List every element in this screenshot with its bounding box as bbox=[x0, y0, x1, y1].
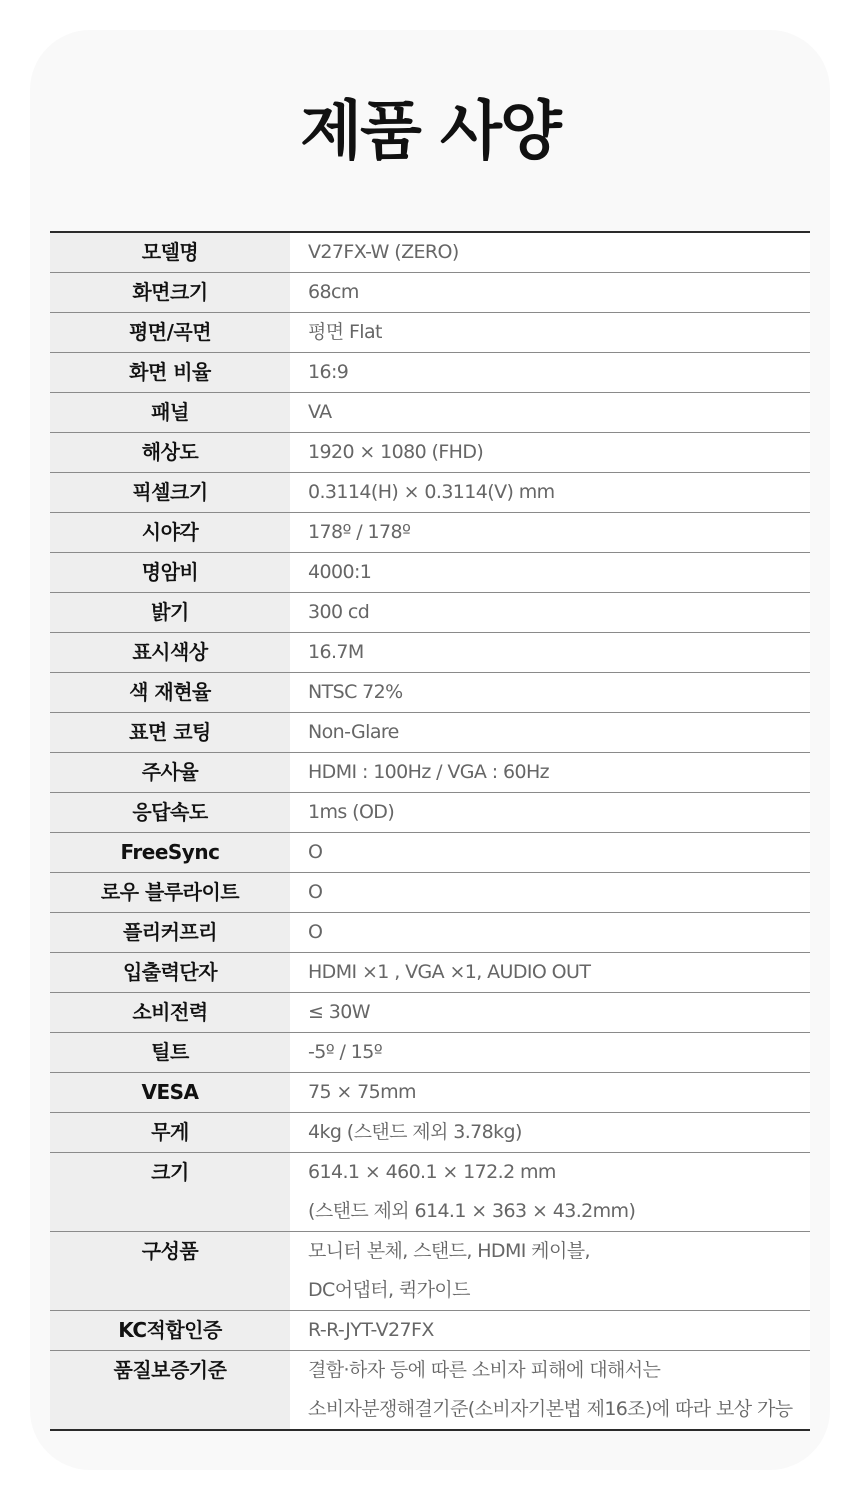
spec-label: 밝기 bbox=[50, 593, 290, 632]
spec-value-cell bbox=[290, 713, 810, 752]
spec-label: 소비전력 bbox=[50, 993, 290, 1032]
spec-value: 0.3114(H) × 0.3114(V) mm bbox=[308, 481, 555, 503]
spec-label: KC적합인증 bbox=[50, 1311, 290, 1350]
spec-row bbox=[50, 793, 810, 833]
spec-row bbox=[50, 273, 810, 313]
spec-value-cell bbox=[290, 273, 810, 312]
spec-row bbox=[50, 393, 810, 433]
spec-value-cell bbox=[290, 753, 810, 792]
spec-value-cell bbox=[290, 993, 810, 1032]
spec-value: 68cm bbox=[308, 281, 359, 303]
spec-value: VA bbox=[308, 401, 332, 423]
spec-row bbox=[50, 1153, 810, 1232]
spec-label: 패널 bbox=[50, 393, 290, 432]
spec-label: 표면 코팅 bbox=[50, 713, 290, 752]
spec-row bbox=[50, 913, 810, 953]
spec-value-cell bbox=[290, 433, 810, 472]
spec-row bbox=[50, 233, 810, 273]
spec-value-cell bbox=[290, 553, 810, 592]
spec-value: 75 × 75mm bbox=[308, 1081, 416, 1103]
spec-label: 응답속도 bbox=[50, 793, 290, 832]
spec-value: 178º / 178º bbox=[308, 521, 411, 543]
spec-label: 화면크기 bbox=[50, 273, 290, 312]
spec-value-cell bbox=[290, 393, 810, 432]
spec-value: HDMI ×1 , VGA ×1, AUDIO OUT bbox=[308, 961, 591, 983]
spec-label: 시야각 bbox=[50, 513, 290, 552]
spec-value-cell bbox=[290, 313, 810, 352]
spec-table bbox=[50, 231, 810, 1431]
spec-label: 틸트 bbox=[50, 1033, 290, 1072]
spec-label: 명암비 bbox=[50, 553, 290, 592]
spec-value: Non-Glare bbox=[308, 721, 399, 743]
spec-value-cell bbox=[290, 593, 810, 632]
spec-value-cell bbox=[290, 1033, 810, 1072]
spec-value: ≤ 30W bbox=[308, 1001, 370, 1023]
spec-row bbox=[50, 353, 810, 393]
spec-value: 1920 × 1080 (FHD) bbox=[308, 441, 484, 463]
spec-label: 로우 블루라이트 bbox=[50, 873, 290, 912]
spec-value-cell bbox=[290, 1311, 810, 1350]
spec-value: 4000:1 bbox=[308, 561, 372, 583]
spec-row bbox=[50, 713, 810, 753]
spec-value-cell bbox=[290, 1351, 810, 1429]
spec-row bbox=[50, 1033, 810, 1073]
spec-row bbox=[50, 633, 810, 673]
spec-value-cell bbox=[290, 353, 810, 392]
spec-value: O bbox=[308, 881, 323, 903]
spec-value: V27FX-W (ZERO) bbox=[308, 241, 459, 263]
spec-label: 해상도 bbox=[50, 433, 290, 472]
spec-row bbox=[50, 1351, 810, 1429]
spec-value-cell bbox=[290, 913, 810, 952]
spec-label: 픽셀크기 bbox=[50, 473, 290, 512]
spec-label: 평면/곡면 bbox=[50, 313, 290, 352]
spec-value-cell bbox=[290, 1232, 810, 1310]
spec-row bbox=[50, 313, 810, 353]
spec-row bbox=[50, 1073, 810, 1113]
spec-label: 구성품 bbox=[50, 1232, 290, 1310]
spec-value: NTSC 72% bbox=[308, 681, 403, 703]
spec-row bbox=[50, 553, 810, 593]
spec-row bbox=[50, 673, 810, 713]
spec-value: 4kg (스탠드 제외 3.78kg) bbox=[308, 1121, 522, 1143]
spec-value-cell bbox=[290, 873, 810, 912]
spec-row bbox=[50, 953, 810, 993]
spec-row bbox=[50, 1311, 810, 1351]
spec-value-cell bbox=[290, 1113, 810, 1152]
spec-value: DC어댑터, 퀵가이드 bbox=[308, 1279, 470, 1301]
spec-value: 1ms (OD) bbox=[308, 801, 395, 823]
spec-row bbox=[50, 433, 810, 473]
spec-value: (스탠드 제외 614.1 × 363 × 43.2mm) bbox=[308, 1200, 636, 1222]
spec-value: -5º / 15º bbox=[308, 1041, 383, 1063]
spec-value-cell bbox=[290, 1073, 810, 1112]
spec-label: 색 재현율 bbox=[50, 673, 290, 712]
spec-value-cell bbox=[290, 833, 810, 872]
spec-label: 모델명 bbox=[50, 233, 290, 272]
spec-label: 크기 bbox=[50, 1153, 290, 1231]
spec-row bbox=[50, 993, 810, 1033]
spec-row bbox=[50, 1232, 810, 1311]
spec-value-cell bbox=[290, 513, 810, 552]
spec-label: 표시색상 bbox=[50, 633, 290, 672]
spec-value: 16:9 bbox=[308, 361, 349, 383]
spec-value-cell bbox=[290, 673, 810, 712]
spec-row bbox=[50, 513, 810, 553]
spec-label: 주사율 bbox=[50, 753, 290, 792]
spec-row bbox=[50, 833, 810, 873]
spec-label: 입출력단자 bbox=[50, 953, 290, 992]
spec-value: 결함·하자 등에 따른 소비자 피해에 대해서는 bbox=[308, 1359, 661, 1381]
spec-row bbox=[50, 873, 810, 913]
spec-value: R-R-JYT-V27FX bbox=[308, 1319, 434, 1341]
spec-value: O bbox=[308, 841, 323, 863]
page-title: 제품 사양 bbox=[300, 95, 560, 169]
spec-value-cell bbox=[290, 233, 810, 272]
spec-value: 300 cd bbox=[308, 601, 370, 623]
spec-label: VESA bbox=[50, 1073, 290, 1112]
spec-label: 무게 bbox=[50, 1113, 290, 1152]
spec-row bbox=[50, 753, 810, 793]
spec-label: 화면 비율 bbox=[50, 353, 290, 392]
spec-value-cell bbox=[290, 473, 810, 512]
spec-label: 플리커프리 bbox=[50, 913, 290, 952]
spec-value: O bbox=[308, 921, 323, 943]
spec-row bbox=[50, 593, 810, 633]
spec-value-cell bbox=[290, 633, 810, 672]
spec-value: 모니터 본체, 스탠드, HDMI 케이블, bbox=[308, 1240, 590, 1262]
spec-value-cell bbox=[290, 1153, 810, 1231]
spec-row bbox=[50, 1113, 810, 1153]
spec-value: 평면 Flat bbox=[308, 321, 382, 343]
spec-value: HDMI : 100Hz / VGA : 60Hz bbox=[308, 761, 550, 783]
spec-value: 소비자분쟁해결기준(소비자기본법 제16조)에 따라 보상 가능 bbox=[308, 1398, 793, 1420]
spec-value: 16.7M bbox=[308, 641, 364, 663]
spec-label: FreeSync bbox=[50, 833, 290, 872]
spec-row bbox=[50, 473, 810, 513]
spec-value-cell bbox=[290, 953, 810, 992]
spec-value: 614.1 × 460.1 × 172.2 mm bbox=[308, 1161, 556, 1183]
spec-label: 품질보증기준 bbox=[50, 1351, 290, 1429]
spec-value-cell bbox=[290, 793, 810, 832]
